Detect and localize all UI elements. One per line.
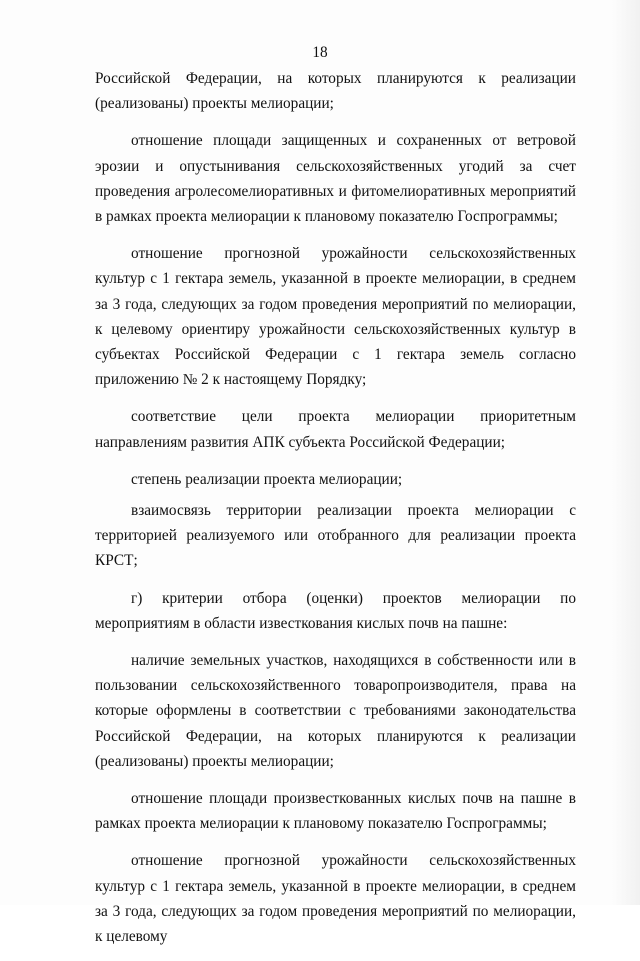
paragraph-2: отношение площади защищенных и сохраненных от ветровой эрозии и опустынивания сельскохозяйственных угодий за счет проведения агролесомелиоративных и фитомелиоративных мероприятий в рамках проекта мелиорации к плановому показателю Госпрограммы; — [95, 132, 576, 226]
paragraph-7: г) критерии отбора (оценки) проектов мелиорации по мероприятиям в области известкования кислых почв на пашне: — [95, 589, 576, 632]
paragraph-9: отношение площади произвесткованных кислых почв на пашне в рамках проекта мелиорации к плановому показателю Госпрограммы; — [95, 790, 576, 833]
paragraph-10: отношение прогнозной урожайности сельскохозяйственных культур с 1 гектара земель, указанной в проекте мелиорации, в среднем за 3 года, следующих за годом проведения мероприятий по мелиорации, к целевому — [95, 852, 576, 946]
paragraph-4: соответствие цели проекта мелиорации приоритетным направлениям развития АПК субъекта Российской Федерации; — [95, 408, 576, 451]
page-number: 18 — [312, 44, 328, 61]
paragraph-3: отношение прогнозной урожайности сельскохозяйственных культур с 1 гектара земель, указанной в проекте мелиорации, в среднем за 3 года, следующих за годом проведения мероприятий по мелиорации, к целевому ориентиру урожайности сельскохозяйственных культур в субъектах Российской Федерации с 1 гектара земель согласно приложению № 2 к настоящему Порядку; — [95, 245, 576, 389]
paragraph-8: наличие земельных участков, находящихся в собственности или в пользовании сельскохозяйственного товаропроизводителя, права на которые оформлены в соответствии с требованиями законодательства Российской Федерации, на которых планируются к реализации (реализованы) проекты мелиорации; — [95, 652, 576, 770]
scan-edge-shadow — [612, 0, 640, 905]
document-body — [95, 66, 576, 961]
paragraph-6: взаимосвязь территории реализации проекта мелиорации с территорией реализуемого или отобранного для реализации проекта КРСТ; — [95, 502, 576, 570]
paragraph-1: Российской Федерации, на которых планируются к реализации (реализованы) проекты мелиорации; — [95, 70, 576, 113]
paragraph-5: степень реализации проекта мелиорации; — [131, 470, 403, 488]
